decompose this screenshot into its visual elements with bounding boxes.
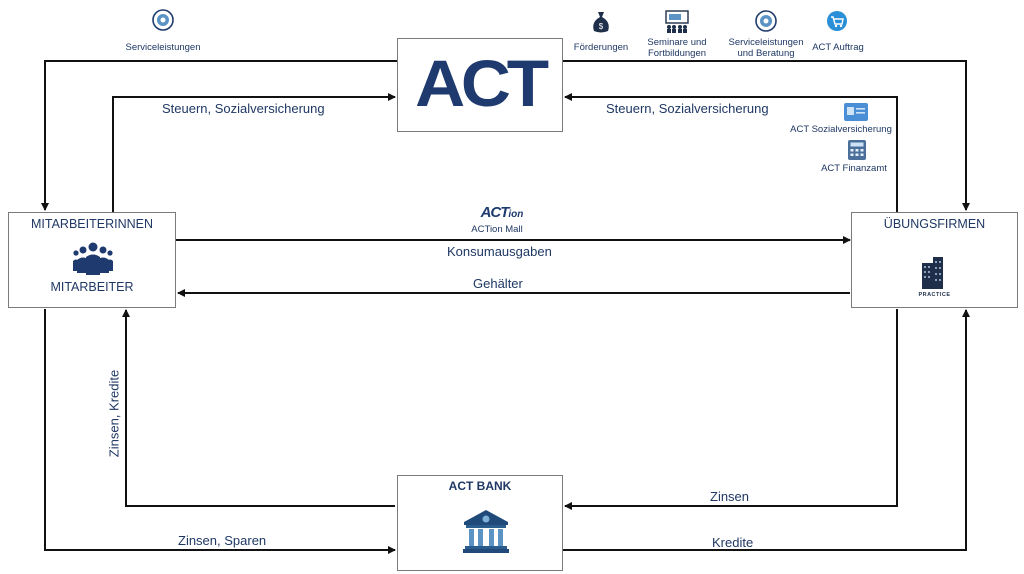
practice-badge: PRACTICE (918, 292, 951, 298)
action-mall-logo (470, 204, 534, 222)
arrow-bank-to-employees (126, 310, 395, 506)
arrow-employee-savings (45, 309, 395, 550)
label-tax-office: ACT Finanzamt (821, 163, 887, 174)
label-interest-loans: Zinsen, Kredite (106, 369, 122, 458)
bank-title: ACT BANK (448, 479, 512, 493)
label-taxes-left: Steuern, Sozialversicherung (162, 101, 325, 116)
action-logo-main: ACT (480, 204, 509, 221)
label-order: ACT Auftrag (812, 42, 864, 53)
label-action-mall: ACTion Mall (471, 224, 523, 235)
svg-text:$: $ (598, 22, 604, 31)
label-interest: Zinsen (710, 489, 750, 504)
money-bag-icon (591, 10, 611, 34)
label-services-left: Serviceleistungen (125, 42, 201, 53)
label-services-consulting: Serviceleistungen und Beratung (728, 37, 804, 59)
arrow-firm-interest (565, 309, 897, 506)
firms-title: ÜBUNGSFIRMEN (883, 217, 986, 231)
id-card-icon (844, 103, 868, 121)
services-gear-icon (152, 9, 174, 31)
employees-title: MITARBEITERINNEN (31, 217, 153, 231)
arrow-services-to-employees (45, 61, 397, 210)
shopping-cart-icon (826, 10, 848, 32)
label-seminars: Seminare und Fortbildungen (647, 37, 707, 59)
action-logo-suffix: ion (508, 209, 524, 220)
arrow-act-to-firms (563, 61, 966, 210)
calculator-icon (848, 140, 866, 160)
label-funding: Förderungen (573, 42, 629, 53)
act-box[interactable] (397, 38, 563, 132)
label-salaries: Gehälter (473, 276, 523, 291)
bank-building-icon (462, 508, 510, 554)
employees-subtitle: MITARBEITER (50, 280, 134, 294)
bank-box[interactable] (397, 475, 563, 571)
label-social-insurance: ACT Sozialversicherung (790, 124, 892, 135)
act-logo: ACT (415, 46, 545, 120)
employees-box[interactable] (8, 212, 176, 308)
consulting-gear-icon (755, 10, 777, 32)
arrow-bank-loans (563, 310, 966, 550)
label-consumption: Konsumausgaben (447, 244, 552, 259)
seminar-icon (664, 10, 690, 34)
label-loans: Kredite (712, 535, 754, 550)
office-building-icon (919, 257, 945, 293)
label-interest-savings: Zinsen, Sparen (178, 533, 267, 548)
firms-box[interactable] (851, 212, 1018, 308)
people-group-icon (73, 241, 113, 275)
label-taxes-right: Steuern, Sozialversicherung (606, 101, 769, 116)
